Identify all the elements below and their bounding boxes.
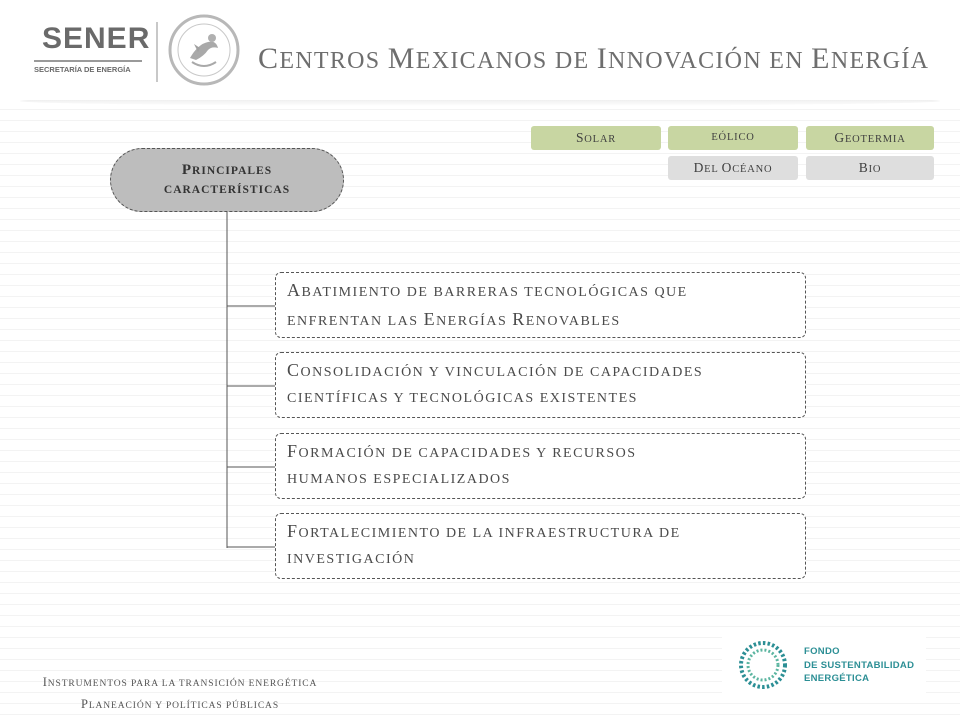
title-word: NNOVACIÓN bbox=[608, 48, 762, 74]
footer-line-1 bbox=[10, 672, 350, 694]
title-initial: C bbox=[258, 42, 280, 75]
title-word: EXICANOS bbox=[415, 48, 548, 74]
characteristic-line-2 bbox=[287, 467, 805, 493]
heading-line-1 bbox=[182, 161, 272, 180]
energy-tag bbox=[531, 126, 661, 150]
tag-initial: D bbox=[693, 160, 705, 175]
title-initial: E bbox=[811, 42, 831, 75]
characteristic-line-1 bbox=[287, 277, 805, 306]
characteristic-text: BATIMIENTO DE BARRERAS TECNOLÓGICAS QUE bbox=[301, 285, 688, 300]
characteristic-text: ORMACIÓN DE CAPACIDADES Y RECURSOS bbox=[298, 446, 637, 461]
title-word: NERGÍA bbox=[830, 48, 930, 74]
tag-initial: O bbox=[721, 160, 733, 175]
title-word: ENTROS bbox=[279, 48, 381, 74]
characteristic-line-1 bbox=[287, 518, 805, 547]
characteristic-initial: E bbox=[423, 309, 437, 329]
characteristic-line-2 bbox=[287, 386, 805, 412]
footer-line-1-initial: I bbox=[42, 675, 48, 689]
footer-line-1-text: NSTRUMENTOS PARA LA TRANSICIÓN ENERGÉTICA bbox=[47, 679, 318, 689]
title-initial: M bbox=[387, 42, 416, 75]
heading-line-2: CARACTERÍSTICAS bbox=[163, 183, 291, 196]
characteristic-initial: R bbox=[512, 309, 526, 329]
tag-text: OLAR bbox=[584, 134, 617, 145]
fund-logo-line-2: DE SUSTENTABILIDAD bbox=[804, 659, 915, 671]
characteristic-item bbox=[275, 272, 806, 338]
footer-line-2 bbox=[10, 694, 350, 716]
sener-logo-subtitle: SECRETARÍA DE ENERGÍA bbox=[34, 65, 131, 74]
characteristic-text: ENOVABLES bbox=[525, 314, 621, 329]
tag-initial: B bbox=[858, 160, 869, 175]
fund-logo-line-1: FONDO bbox=[804, 646, 840, 657]
characteristic-text: CIENTÍFICAS Y TECNOLÓGICAS EXISTENTES bbox=[287, 391, 638, 406]
energy-tag bbox=[806, 126, 934, 150]
characteristic-line-2 bbox=[287, 547, 805, 573]
heading-initial: P bbox=[181, 161, 193, 178]
characteristic-text: INVESTIGACIÓN bbox=[287, 552, 416, 567]
footer-line-2-text: LANEACIÓN Y POLÍTICAS PÚBLICAS bbox=[88, 701, 280, 711]
tag-text: EOTERMIA bbox=[844, 134, 906, 145]
energy-tag bbox=[668, 126, 798, 150]
tag-text: EL bbox=[704, 164, 722, 175]
characteristic-initial: F bbox=[287, 521, 299, 541]
characteristic-initial: C bbox=[287, 360, 301, 380]
title-word: DE bbox=[554, 48, 590, 74]
fund-logo-text bbox=[804, 645, 914, 686]
title-word: EN bbox=[769, 48, 804, 74]
title-initial: I bbox=[596, 42, 609, 75]
tag-text: EÓLICO bbox=[711, 132, 755, 143]
main-characteristics-heading bbox=[110, 148, 344, 212]
characteristic-line-1 bbox=[287, 357, 805, 386]
characteristic-item bbox=[275, 433, 806, 499]
characteristic-initial: A bbox=[287, 280, 302, 300]
characteristic-item bbox=[275, 513, 806, 579]
characteristic-initial: F bbox=[287, 441, 299, 461]
characteristic-line-1 bbox=[287, 438, 805, 467]
characteristic-item bbox=[275, 352, 806, 418]
footer-line-2-initial: P bbox=[80, 697, 89, 711]
sener-logo-name: SENER bbox=[42, 22, 151, 55]
characteristic-text: ORTALECIMIENTO DE LA INFRAESTRUCTURA DE bbox=[298, 526, 681, 541]
characteristic-text: NERGÍAS bbox=[436, 314, 513, 329]
heading-word-1: RINCIPALES bbox=[192, 164, 273, 177]
characteristic-text: HUMANOS ESPECIALIZADOS bbox=[287, 472, 511, 487]
dotted-ring-logo-icon bbox=[736, 638, 790, 692]
tag-text: IO bbox=[868, 164, 882, 175]
footer bbox=[10, 672, 350, 716]
energy-tag bbox=[806, 156, 934, 180]
tag-initial: G bbox=[834, 130, 845, 145]
fund-logo-line-3: ENERGÉTICA bbox=[804, 673, 870, 684]
tag-initial: S bbox=[575, 130, 585, 145]
tag-text: CÉANO bbox=[732, 164, 773, 175]
characteristic-line-2 bbox=[287, 306, 805, 335]
characteristic-text: ENFRENTAN LAS bbox=[287, 314, 424, 329]
fondo-sustentabilidad-logo bbox=[722, 634, 926, 696]
characteristic-text: ONSOLIDACIÓN Y VINCULACIÓN DE CAPACIDADES bbox=[300, 365, 704, 380]
energy-tag bbox=[668, 156, 798, 180]
